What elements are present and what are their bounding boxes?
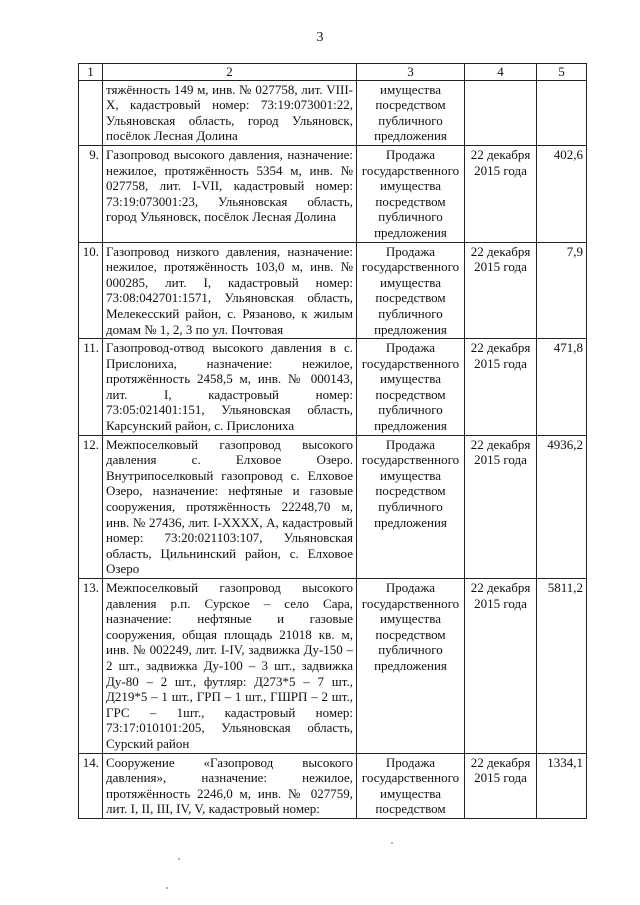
- property-description: Газопровод низкого давления, назначение: нежилое, протяжённость 103,0 м, инв. № 000285, лит. I, кадастровый номер: 73:08:042701:1571, Ульяновская область, Мелекесский район, с. Рязаново, к жилым домам № 1, 2, 3 по ул. Почтовая: [103, 242, 357, 339]
- sale-method: имущества посредством публичного предложения: [357, 80, 465, 145]
- sale-date: 22 декабря 2015 года: [465, 339, 537, 436]
- table-row: [79, 435, 587, 578]
- sale-method: Продажа государственного имущества посредством: [357, 753, 465, 818]
- price-value: 471,8: [537, 339, 587, 436]
- price-value: 4936,2: [537, 435, 587, 578]
- table-row: [79, 80, 587, 145]
- table-body: [79, 80, 587, 818]
- price-value: 7,9: [537, 242, 587, 339]
- property-description: тяжённость 149 м, инв. № 027758, лит. VIII-X, кадастровый номер: 73:19:073001:22, Ульяновская область, город Ульяновск, посёлок Лесная Долина: [103, 80, 357, 145]
- page-number: 3: [316, 30, 324, 45]
- table-header: [79, 64, 587, 81]
- property-table: [78, 63, 587, 819]
- table-row: [79, 339, 587, 436]
- sale-date: [465, 80, 537, 145]
- header-col-2: 2: [103, 64, 357, 81]
- row-number: 10.: [79, 242, 103, 339]
- header-col-3: 3: [357, 64, 465, 81]
- table-row: [79, 579, 587, 754]
- scan-speck: [391, 842, 393, 844]
- sale-method: Продажа государственного имущества посредством публичного предложения: [357, 242, 465, 339]
- row-number: 13.: [79, 579, 103, 754]
- row-number: 11.: [79, 339, 103, 436]
- sale-date: 22 декабря 2015 года: [465, 753, 537, 818]
- property-description: Газопровод высокого давления, назначение: нежилое, протяжённость 5354 м, инв. № 027758, лит. I-VII, кадастровый номер: 73:19:073001:23, Ульяновская область, город Ульяновск, посёлок Лесная Долина: [103, 145, 357, 242]
- price-value: 1334,1: [537, 753, 587, 818]
- row-number: 14.: [79, 753, 103, 818]
- table-row: [79, 145, 587, 242]
- header-col-5: 5: [537, 64, 587, 81]
- header-row: [79, 64, 587, 81]
- table-row: [79, 753, 587, 818]
- scan-speck: [178, 858, 180, 860]
- scan-speck: [166, 887, 168, 889]
- price-value: 402,6: [537, 145, 587, 242]
- row-number: 9.: [79, 145, 103, 242]
- property-description: Межпоселковый газопровод высокого давления с. Елховое Озеро. Внутрипоселковый газопровод с. Елховое Озеро, назначение: нефтяные и газовые сооружения, протяжённость 22248,70 м, инв. № 27436, лит. I-XXXX, А, кадастровый номер: 73:20:021103:107, Ульяновская область, Цильнинский район, с. Елховое Озеро: [103, 435, 357, 578]
- row-number: [79, 80, 103, 145]
- sale-date: 22 декабря 2015 года: [465, 435, 537, 578]
- sale-date: 22 декабря 2015 года: [465, 145, 537, 242]
- header-col-4: 4: [465, 64, 537, 81]
- price-value: 5811,2: [537, 579, 587, 754]
- property-description: Газопровод-отвод высокого давления в с. Прислониха, назначение: нежилое, протяжённость 2458,5 м, инв. № 000143, лит. I, кадастровый номер: 73:05:021401:151, Ульяновская область, Карсунский район, с. Прислониха: [103, 339, 357, 436]
- table-row: [79, 242, 587, 339]
- sale-date: 22 декабря 2015 года: [465, 579, 537, 754]
- property-description: Межпоселковый газопровод высокого давления р.п. Сурское – село Сара, назначение: нефтяные и газовые сооружения, общая площадь 21018 кв. м, инв. № 002249, лит. I-IV, задвижка Ду-150 – 2 шт., задвижка Ду-100 – 3 шт., задвижка Ду-80 – 2 шт., футляр: Д273*5 – 7 шт., Д219*5 – 1 шт., ГРП – 1 шт., ГШРП – 2 шт., ГРС – 1шт., кадастровый номер: 73:17:010101:205, Ульяновская область, Сурский район: [103, 579, 357, 754]
- sale-method: Продажа государственного имущества посредством публичного предложения: [357, 579, 465, 754]
- sale-method: Продажа государственного имущества посредством публичного предложения: [357, 339, 465, 436]
- header-col-1: 1: [79, 64, 103, 81]
- price-value: [537, 80, 587, 145]
- row-number: 12.: [79, 435, 103, 578]
- sale-method: Продажа государственного имущества посредством публичного предложения: [357, 435, 465, 578]
- sale-method: Продажа государственного имущества посредством публичного предложения: [357, 145, 465, 242]
- sale-date: 22 декабря 2015 года: [465, 242, 537, 339]
- property-description: Сооружение «Газопровод высокого давления», назначение: нежилое, протяжённость 2246,0 м, инв. № 027759, лит. I, II, III, IV, V, кадастровый номер:: [103, 753, 357, 818]
